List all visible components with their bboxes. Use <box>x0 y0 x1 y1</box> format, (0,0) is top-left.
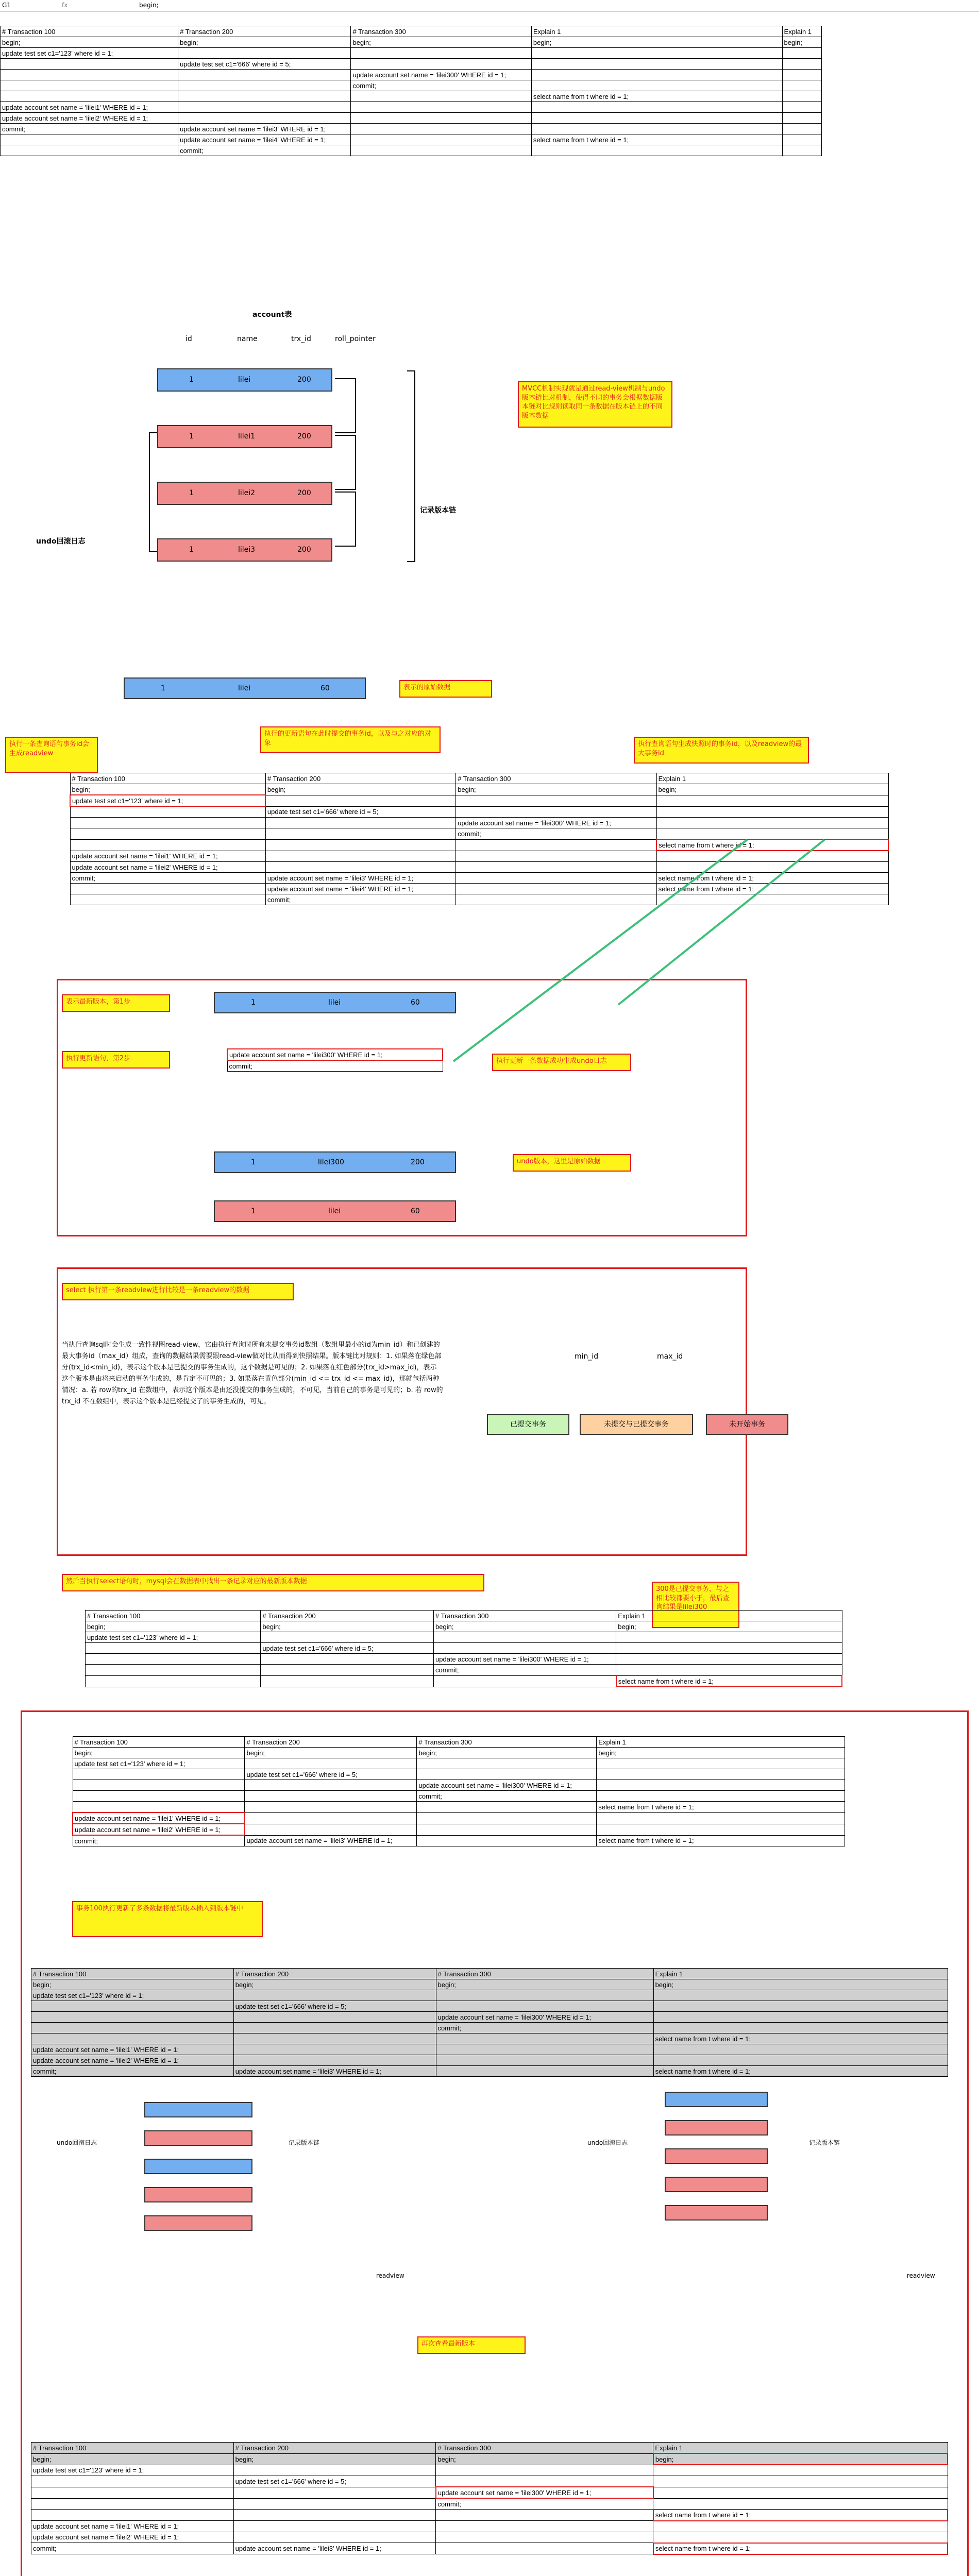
cell[interactable]: select name from t where id = 1; <box>653 2510 948 2521</box>
cell[interactable]: update test set c1='666' where id = 5; <box>233 2001 436 2012</box>
sheet-3 <box>85 1610 842 1687</box>
fx-icon: fx <box>62 2 68 9</box>
cell-trx: 200 <box>411 1158 425 1166</box>
cell[interactable]: begin; <box>597 1748 845 1758</box>
cell[interactable]: commit; <box>434 1665 616 1676</box>
cell[interactable]: begin; <box>233 2453 436 2465</box>
cell[interactable]: begin; <box>31 2453 234 2465</box>
cell-name: lilei <box>238 684 251 692</box>
cell-name: lilei <box>328 998 341 1007</box>
formula-bar <box>0 0 979 12</box>
cell[interactable]: # Transaction 100 <box>1 26 178 37</box>
cell[interactable]: # Transaction 100 <box>86 1611 261 1621</box>
cell[interactable]: select name from t where id = 1; <box>653 2543 948 2554</box>
cell[interactable]: select name from t where id = 1; <box>597 1835 845 1846</box>
cell[interactable]: # Transaction 200 <box>233 1969 436 1979</box>
col-id: id <box>185 335 192 343</box>
cell[interactable]: # Transaction 100 <box>31 1969 234 1979</box>
cell[interactable]: Explain 1 <box>653 1969 948 1979</box>
cell-name: lilei <box>328 1207 341 1215</box>
cell[interactable]: begin; <box>417 1748 597 1758</box>
cell[interactable]: commit; <box>178 145 351 156</box>
cell[interactable]: update account set name = 'lilei2' WHERE id = 1; <box>1 113 178 124</box>
cell[interactable]: begin; <box>653 2453 948 2465</box>
cell[interactable]: update account set name = 'lilei300' WHERE id = 1; <box>351 70 531 80</box>
cell[interactable]: update test set c1='123' where id = 1; <box>73 1758 245 1769</box>
cell-id: 1 <box>189 489 194 497</box>
cell[interactable]: # Transaction 300 <box>417 1737 597 1748</box>
cell[interactable]: # Transaction 200 <box>233 2443 436 2454</box>
version-chain-label: 记录版本链 <box>809 2139 840 2146</box>
cell[interactable]: begin; <box>1 37 178 48</box>
cell[interactable]: update account set name = 'lilei1' WHERE id = 1; <box>1 102 178 113</box>
col-trx-id: trx_id <box>291 335 311 343</box>
undo-log-label: undo回滚日志 <box>587 2139 628 2146</box>
cell[interactable]: begin; <box>782 37 821 48</box>
undo-chain-arrows <box>129 361 423 577</box>
cell[interactable]: begin; <box>70 784 265 795</box>
cell[interactable]: update account set name = 'lilei300' WHERE id = 1; <box>434 1654 616 1665</box>
note: undo版本，这里是原始数据 <box>513 1154 631 1172</box>
cell-id: 1 <box>251 998 256 1007</box>
cell[interactable]: select name from t where id = 1; <box>656 839 888 851</box>
cell[interactable]: begin; <box>436 1979 653 1990</box>
note: 执行的更新语句在此时提交的事务id，以及与之对应的对象 <box>260 726 441 753</box>
note: 执行查询语句生成快照时的事务id，以及readview的最大事务id <box>634 737 809 764</box>
cell[interactable]: update test set c1='666' where id = 5; <box>178 59 351 70</box>
chain-row <box>665 2148 768 2164</box>
cell[interactable]: select name from t where id = 1; <box>656 873 888 884</box>
cell[interactable]: begin; <box>653 1979 948 1990</box>
cell[interactable]: # Transaction 300 <box>434 1611 616 1621</box>
cell[interactable]: Explain 1 <box>656 773 888 784</box>
version-chain-label: 记录版本链 <box>420 506 456 515</box>
cell[interactable]: update account set name = 'lilei3' WHERE id = 1; <box>233 2543 436 2554</box>
cell[interactable]: begin; <box>616 1621 842 1632</box>
note: MVCC机制实现就是通过read-view机制与undo版本链比对机制，使得不同的事务会根据数据版本链对比规则读取同一条数据在版本链上的不同版本数据 <box>518 381 672 428</box>
cell-name: lilei3 <box>238 546 256 554</box>
cell[interactable]: update account set name = 'lilei4' WHERE id = 1; <box>265 884 455 894</box>
cell[interactable]: commit; <box>417 1791 597 1802</box>
committed-zone: 已提交事务 <box>487 1414 569 1435</box>
mixed-zone: 未提交与已提交事务 <box>580 1414 693 1435</box>
cell[interactable]: commit; <box>31 2543 234 2554</box>
cell[interactable]: Explain 1 <box>653 2443 948 2454</box>
arrows <box>155 773 927 1185</box>
cell[interactable]: select name from t where id = 1; <box>597 1802 845 1813</box>
cell[interactable]: begin; <box>265 784 455 795</box>
cell[interactable]: update account set name = 'lilei3' WHERE id = 1; <box>178 124 351 134</box>
cell[interactable]: update account set name = 'lilei300' WHERE id = 1; <box>436 2487 653 2498</box>
cell[interactable]: commit; <box>351 80 531 91</box>
max-id-label: max_id <box>657 1352 683 1361</box>
cell[interactable]: update account set name = 'lilei2' WHERE id = 1; <box>70 862 265 873</box>
note: 然后当执行select语句时，mysql会在数据表中找出一条记录对应的最新版本数据 <box>62 1574 484 1591</box>
cell-id: 1 <box>189 376 194 384</box>
cell[interactable]: begin; <box>656 784 888 795</box>
cell[interactable]: update account set name = 'lilei2' WHERE id = 1; <box>31 2055 234 2066</box>
undo-log-label: undo回滚日志 <box>57 2139 97 2146</box>
cell[interactable]: update test set c1='666' where id = 5; <box>245 1769 417 1780</box>
cell[interactable]: begin; <box>31 1979 234 1990</box>
note: 表示的原始数据 <box>399 680 492 698</box>
cell-trx: 200 <box>297 546 311 554</box>
cell[interactable]: commit; <box>265 894 455 905</box>
cell[interactable]: update account set name = 'lilei3' WHERE id = 1; <box>233 2066 436 2077</box>
cell[interactable]: update account set name = 'lilei1' WHERE id = 1; <box>70 851 265 862</box>
diagram-title: account表 <box>252 311 292 319</box>
chain-row <box>665 2120 768 2136</box>
cell-name: lilei1 <box>238 432 256 440</box>
cell[interactable]: update account set name = 'lilei300' WHERE id = 1; <box>456 818 656 828</box>
undo-row <box>214 1200 456 1222</box>
cell[interactable]: update test set c1='123' where id = 1; <box>31 1990 234 2001</box>
chain-row <box>144 2159 252 2174</box>
cell[interactable]: begin; <box>261 1621 434 1632</box>
cell-trx: 60 <box>411 998 420 1007</box>
cell-name: lilei <box>238 376 251 384</box>
cell[interactable]: # Transaction 300 <box>351 26 531 37</box>
cell[interactable]: update test set c1='123' where id = 1; <box>70 795 265 806</box>
note: 执行更新一条数据成功生成undo日志 <box>492 1054 631 1071</box>
cell[interactable]: # Transaction 200 <box>261 1611 434 1621</box>
chain-row <box>665 2205 768 2221</box>
note: 执行一条查询语句事务id会生成readview <box>5 737 98 773</box>
cell[interactable]: begin; <box>531 37 782 48</box>
cell[interactable]: # Transaction 300 <box>436 2443 653 2454</box>
chain-row <box>144 2187 252 2202</box>
cell-id: 1 <box>251 1158 256 1166</box>
cell[interactable]: Explain 1 <box>782 26 821 37</box>
cell[interactable]: # Transaction 100 <box>73 1737 245 1748</box>
future-zone: 未开始事务 <box>706 1414 788 1435</box>
cell[interactable]: # Transaction 300 <box>436 1969 653 1979</box>
chain-row <box>144 2130 252 2146</box>
chain-row <box>144 2215 252 2231</box>
cell[interactable]: update test set c1='666' where id = 5; <box>265 806 455 818</box>
cell[interactable]: update account set name = 'lilei3' WHERE id = 1; <box>265 873 455 884</box>
cell[interactable]: update test set c1='123' where id = 1; <box>86 1632 261 1643</box>
min-id-label: min_id <box>575 1352 599 1361</box>
cell[interactable]: begin; <box>86 1621 261 1632</box>
cell-trx: 200 <box>297 489 311 497</box>
readview-label: readview <box>376 2272 404 2279</box>
cell-name: lilei300 <box>318 1158 344 1166</box>
cell-reference[interactable]: G1 <box>2 2 11 9</box>
cell-id: 1 <box>251 1207 256 1215</box>
cell-id: 1 <box>161 684 165 692</box>
cell[interactable]: Explain 1 <box>531 26 782 37</box>
cell[interactable]: update account set name = 'lilei2' WHERE id = 1; <box>31 2532 234 2543</box>
cell[interactable]: update account set name = 'lilei300' WHERE id = 1; <box>436 2012 653 2023</box>
cell[interactable]: # Transaction 200 <box>265 773 455 784</box>
chain-row <box>665 2092 768 2107</box>
cell[interactable]: begin; <box>434 1621 616 1632</box>
note: 再次查看最新版本 <box>417 2336 526 2354</box>
cell[interactable]: update test set c1='123' where id = 1; <box>31 2465 234 2476</box>
cell[interactable]: commit; <box>1 124 178 134</box>
cell[interactable]: update account set name = 'lilei1' WHERE id = 1; <box>31 2521 234 2532</box>
chain-row <box>144 2102 252 2117</box>
cell[interactable]: update account set name = 'lilei2' WHERE id = 1; <box>73 1824 245 1835</box>
top-sheet <box>0 26 822 156</box>
version-chain-label: 记录版本链 <box>289 2139 320 2146</box>
cell[interactable]: select name from t where id = 1; <box>653 2066 948 2077</box>
note: 事务100执行更新了多条数据将最新版本插入到版本链中 <box>72 1901 263 1937</box>
cell[interactable]: commit; <box>73 1835 245 1846</box>
cell[interactable]: update test set c1='666' where id = 5; <box>233 2476 436 2487</box>
cell[interactable]: select name from t where id = 1; <box>531 91 782 102</box>
cell[interactable]: commit; <box>456 828 656 840</box>
cell[interactable]: commit; <box>436 2498 653 2510</box>
sheet-6 <box>31 2442 948 2555</box>
formula-value[interactable]: begin; <box>139 2 159 9</box>
note: 执行更新语句，第2步 <box>62 1051 170 1069</box>
note: 300是已提交事务，与之相比较都要小于，最后查询结果是lilei300 <box>652 1582 739 1628</box>
cell[interactable]: update test set c1='666' where id = 5; <box>261 1643 434 1654</box>
cell-name: lilei2 <box>238 489 256 497</box>
cell[interactable]: Explain 1 <box>616 1611 842 1621</box>
cell-id: 1 <box>189 546 194 554</box>
cell[interactable]: begin; <box>245 1748 417 1758</box>
cell[interactable]: # Transaction 300 <box>456 773 656 784</box>
cell[interactable]: # Transaction 100 <box>70 773 265 784</box>
cell[interactable]: begin; <box>233 1979 436 1990</box>
cell[interactable]: commit; <box>227 1060 443 1072</box>
cell[interactable]: select name from t where id = 1; <box>531 134 782 145</box>
cell[interactable]: begin; <box>436 2453 653 2465</box>
cell[interactable]: Explain 1 <box>597 1737 845 1748</box>
cell[interactable]: begin; <box>456 784 656 795</box>
original-row <box>124 677 366 699</box>
cell[interactable]: # Transaction 100 <box>31 2443 234 2454</box>
chain-row <box>665 2177 768 2192</box>
sheet-5 <box>31 1968 948 2077</box>
cell[interactable]: commit; <box>31 2066 234 2077</box>
note: select 执行第一条readview进行比较是一条readview的数据 <box>62 1283 294 1300</box>
cell[interactable]: select name from t where id = 1; <box>656 884 888 894</box>
cell[interactable]: begin; <box>178 37 351 48</box>
cell[interactable]: commit; <box>70 873 265 884</box>
sheet-4 <box>72 1736 845 1846</box>
readview-label: readview <box>907 2272 935 2279</box>
col-name: name <box>237 335 258 343</box>
undo-log-label: undo回滚日志 <box>36 537 86 546</box>
cell[interactable]: update account set name = 'lilei1' WHERE id = 1; <box>31 2044 234 2055</box>
cell[interactable]: update test set c1='123' where id = 1; <box>1 48 178 59</box>
cell-trx: 60 <box>320 684 330 692</box>
cell-trx: 200 <box>297 432 311 440</box>
col-roll-pointer: roll_pointer <box>335 335 376 343</box>
note: 表示最新版本，第1步 <box>62 994 170 1012</box>
cell[interactable]: update account set name = 'lilei300' WHERE id = 1; <box>417 1780 597 1791</box>
cell-trx: 60 <box>411 1207 420 1215</box>
cell[interactable]: begin; <box>73 1748 245 1758</box>
cell[interactable]: commit; <box>436 2023 653 2033</box>
cell[interactable]: update account set name = 'lilei300' WHERE id = 1; <box>227 1049 443 1060</box>
cell[interactable]: select name from t where id = 1; <box>616 1675 842 1687</box>
cell[interactable]: update account set name = 'lilei4' WHERE id = 1; <box>178 134 351 145</box>
cell[interactable]: update account set name = 'lilei1' WHERE id = 1; <box>73 1812 245 1824</box>
cell[interactable]: select name from t where id = 1; <box>653 2033 948 2044</box>
cell-trx: 200 <box>297 376 311 384</box>
cell[interactable]: # Transaction 200 <box>178 26 351 37</box>
cell[interactable]: update account set name = 'lilei3' WHERE id = 1; <box>245 1835 417 1846</box>
readview-rules: 当执行查询sql时会生成一致性视图read-view，它由执行查询时所有未提交事务id数组（数组里最小的id为min_id）和已创建的最大事务id（max_id）组成，查询的数据结果需要跟read-view做对比从而得到快照结果。版本链比对规则：1. 如果落在绿色部分(trx_id<min_id)，表示这个版本是已提交的事务生成的，这个数据是可见的；2. 如果落在红色部分(trx_id>max_id)，表示这个版本是由将来启动的事务生成的，是肯定不可见的；3. 如果落在黄色部分(min_id <= trx_id <= max_id)，那就包括两种情况：a. 若 row的trx_id 在数组中，表示这个版本是由还没提交的事务生成的，不可见，当前自己的事务是可见的；b. 若 row的trx_id 不在数组中，表示这个版本是已经提交了的事务生成的，可见。 <box>62 1341 443 1406</box>
cell[interactable]: begin; <box>351 37 531 48</box>
cell-id: 1 <box>189 432 194 440</box>
cell[interactable]: # Transaction 200 <box>245 1737 417 1748</box>
